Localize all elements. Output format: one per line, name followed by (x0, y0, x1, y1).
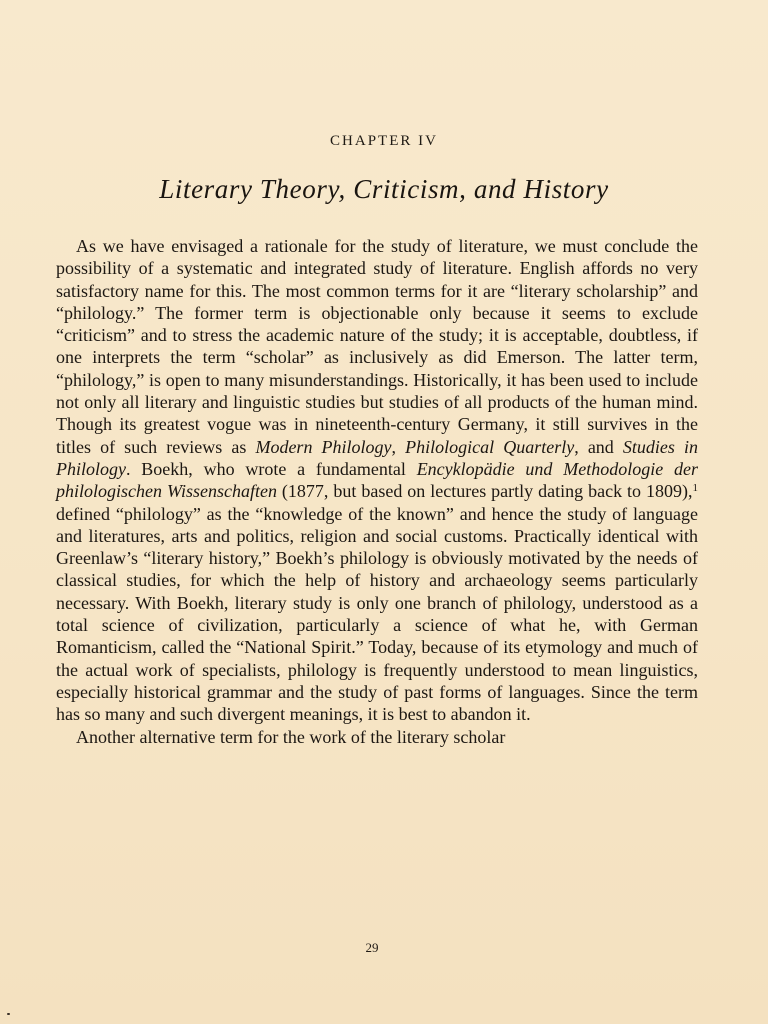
text-run: As we have envisaged a rationale for the study of literature, we must conclude the possibility of a systematic and integrated study of literature. English affords no very satisfactory name for this. The most common terms for it are “literary scholarship” and “philology.” The former term is objectionable only because it seems to exclude “criticism” and to stress the academic nature of the study; it is acceptable, doubtless, if one interprets the term “scholar” as inclusively as did Emerson. The latter term, “philology,” is open to many misunderstandings. Historically, it has been used to include not only all literary and linguistic studies but studies of all products of the human mind. Though its greatest vogue was in nineteenth-century Germany, it still survives in the titles of such reviews as (56, 236, 698, 457)
page-number: 29 (365, 940, 379, 955)
book-title: Encyklopädie und Methodologie der philologischen Wissenschaften (56, 458, 698, 502)
text-run: , and (574, 436, 623, 457)
text-run: , (391, 436, 406, 457)
text-run: Another alternative term for the work of the literary scholar (76, 726, 506, 747)
journal-title: Philological Quarterly (405, 436, 575, 457)
footnote-marker[interactable]: 1 (692, 482, 698, 495)
body-text (56, 235, 698, 748)
text-run: . Boekh, who wrote a fundamental (126, 458, 417, 479)
scan-speck (7, 1013, 10, 1015)
journal-title: Modern Philology (255, 436, 392, 457)
paragraph-1 (56, 235, 698, 726)
chapter-title: Literary Theory, Criticism, and History (159, 174, 609, 204)
paragraph-2 (56, 726, 698, 748)
text-run: (1877, but based on lectures partly dating back to 1809), (276, 481, 693, 502)
chapter-label: CHAPTER IV (330, 133, 438, 149)
journal-title: Studies in Philology (56, 436, 698, 479)
text-run: defined “philology” as the “knowledge of the known” and hence the study of language and literatures, arts and politics, religion and social customs. Practically identical with Greenlaw’s “literary history,” Boekh’s philology is obviously motivated by the needs of classical studies, for which the help of history and archaeology seems particularly necessary. With Boekh, literary study is only one branch of philology, understood as a total science of civilization, particularly a science of what he, with German Romanticism, called the “National Spirit.” Today, because of its etymology and much of the actual work of specialists, philology is frequently understood to mean linguistics, especially historical grammar and the study of past forms of languages. Since the term has so many and such divergent meanings, it is best to abandon it. (56, 503, 698, 725)
